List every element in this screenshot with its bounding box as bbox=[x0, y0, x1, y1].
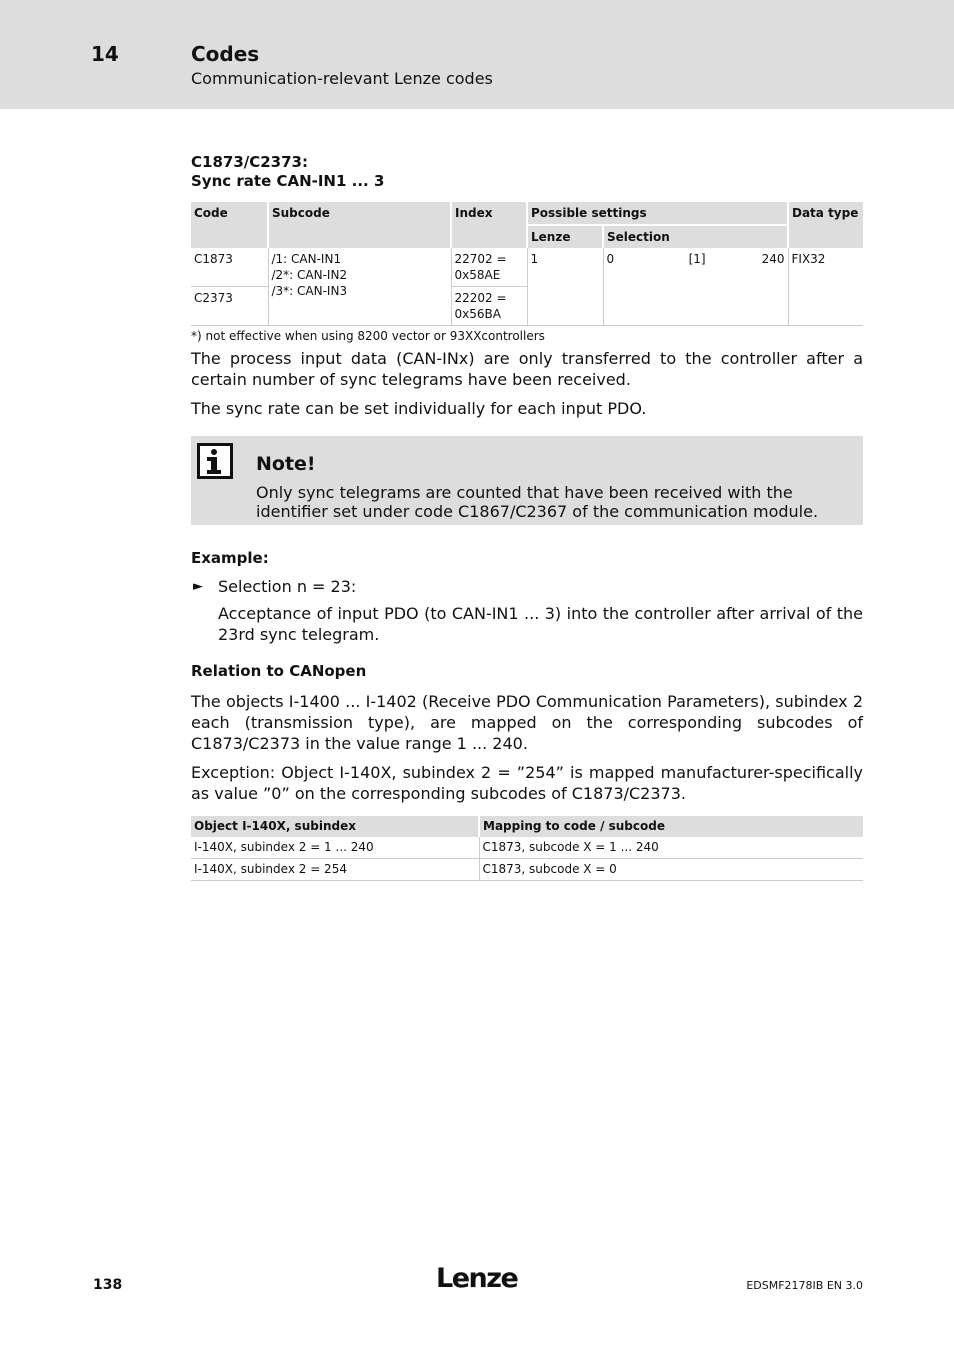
index-hex: 0x58AE bbox=[454, 268, 501, 282]
index-value: 22202 = bbox=[454, 291, 507, 305]
index-c2373 bbox=[451, 287, 527, 326]
mapping-header-code: Mapping to code / subcode bbox=[479, 816, 863, 837]
header-possible-settings: Possible settings bbox=[527, 202, 788, 225]
example-bullet: Selection n = 23: bbox=[218, 577, 357, 596]
index-c1873 bbox=[451, 248, 527, 287]
header-index: Index bbox=[451, 202, 527, 248]
header-subcode: Subcode bbox=[268, 202, 451, 248]
example-heading: Example: bbox=[191, 549, 269, 567]
header-lenze: Lenze bbox=[527, 225, 603, 248]
index-value: 22702 = bbox=[454, 252, 507, 266]
relation-paragraph-2: Exception: Object I-140X, subindex 2 = ”254” is mapped manufacturer-specifically as value ”0” on the corresponding subcodes of C1873/C2373. bbox=[191, 763, 863, 803]
mapping-cell: I-140X, subindex 2 = 254 bbox=[191, 859, 479, 881]
selection-min: 0 bbox=[606, 252, 615, 266]
paragraph-sync-rate: The sync rate can be set individually for each input PDO. bbox=[191, 399, 647, 418]
header-band bbox=[0, 0, 954, 109]
page-number: 138 bbox=[93, 1277, 123, 1293]
note-text: Only sync telegrams are counted that have been received with the identifier set under code C1867/C2367 of the communication module. bbox=[256, 483, 819, 521]
header-data-type: Data type bbox=[788, 202, 863, 248]
paragraph-process-input: The process input data (CAN-INx) are only transferred to the controller after a certain number of sync telegrams have been received. bbox=[191, 349, 863, 389]
subcode-list bbox=[268, 248, 451, 326]
code-table bbox=[191, 202, 863, 326]
document-id: EDSMF2178IB EN 3.0 bbox=[746, 1279, 863, 1292]
mapping-header-object: Object I-140X, subindex bbox=[191, 816, 479, 837]
lenze-logo: Lenze bbox=[436, 1263, 518, 1294]
section-title-line2: Sync rate CAN-IN1 ... 3 bbox=[191, 172, 385, 190]
subcode-item: /2*: CAN-IN2 bbox=[271, 268, 348, 282]
section-title-line1: C1873/C2373: bbox=[191, 153, 308, 171]
selection-step: [1] bbox=[688, 252, 706, 266]
note-box bbox=[191, 436, 863, 525]
example-description: Acceptance of input PDO (to CAN-IN1 ... 3) into the controller after arrival of the 23rd sync telegram. bbox=[218, 604, 863, 644]
chapter-title: Codes bbox=[191, 42, 260, 66]
index-hex: 0x56BA bbox=[454, 307, 501, 321]
subcode-item: /1: CAN-IN1 bbox=[271, 252, 342, 266]
header-code: Code bbox=[191, 202, 268, 248]
chapter-number: 14 bbox=[91, 42, 119, 66]
relation-paragraph-1: The objects I-1400 ... I-1402 (Receive PDO Communication Parameters), subindex 2 each (transmission type), are mapped on the corresponding subcodes of C1873/C2373 in the value range 1 ... 240. bbox=[191, 692, 863, 753]
mapping-cell: C1873, subcode X = 0 bbox=[479, 859, 863, 881]
lenze-value: 1 bbox=[527, 248, 603, 326]
footnote: *) not effective when using 8200 vector or 93XXcontrollers bbox=[191, 329, 545, 343]
mapping-cell: C1873, subcode X = 1 ... 240 bbox=[479, 837, 863, 859]
code-c2373: C2373 bbox=[191, 287, 268, 326]
note-title: Note! bbox=[256, 453, 316, 475]
mapping-table bbox=[191, 816, 863, 881]
relation-heading: Relation to CANopen bbox=[191, 662, 367, 680]
header-selection: Selection bbox=[603, 225, 788, 248]
chapter-subtitle: Communication-relevant Lenze codes bbox=[191, 69, 493, 88]
selection-range bbox=[603, 248, 788, 326]
section-title bbox=[191, 153, 384, 191]
data-type-value: FIX32 bbox=[788, 248, 863, 326]
code-c1873: C1873 bbox=[191, 248, 268, 287]
subcode-item: /3*: CAN-IN3 bbox=[271, 284, 348, 298]
table-row bbox=[191, 837, 863, 859]
mapping-cell: I-140X, subindex 2 = 1 ... 240 bbox=[191, 837, 479, 859]
triangle-bullet-icon: ► bbox=[193, 579, 203, 594]
info-icon bbox=[197, 443, 233, 479]
selection-max: 240 bbox=[761, 252, 785, 266]
table-row bbox=[191, 859, 863, 881]
